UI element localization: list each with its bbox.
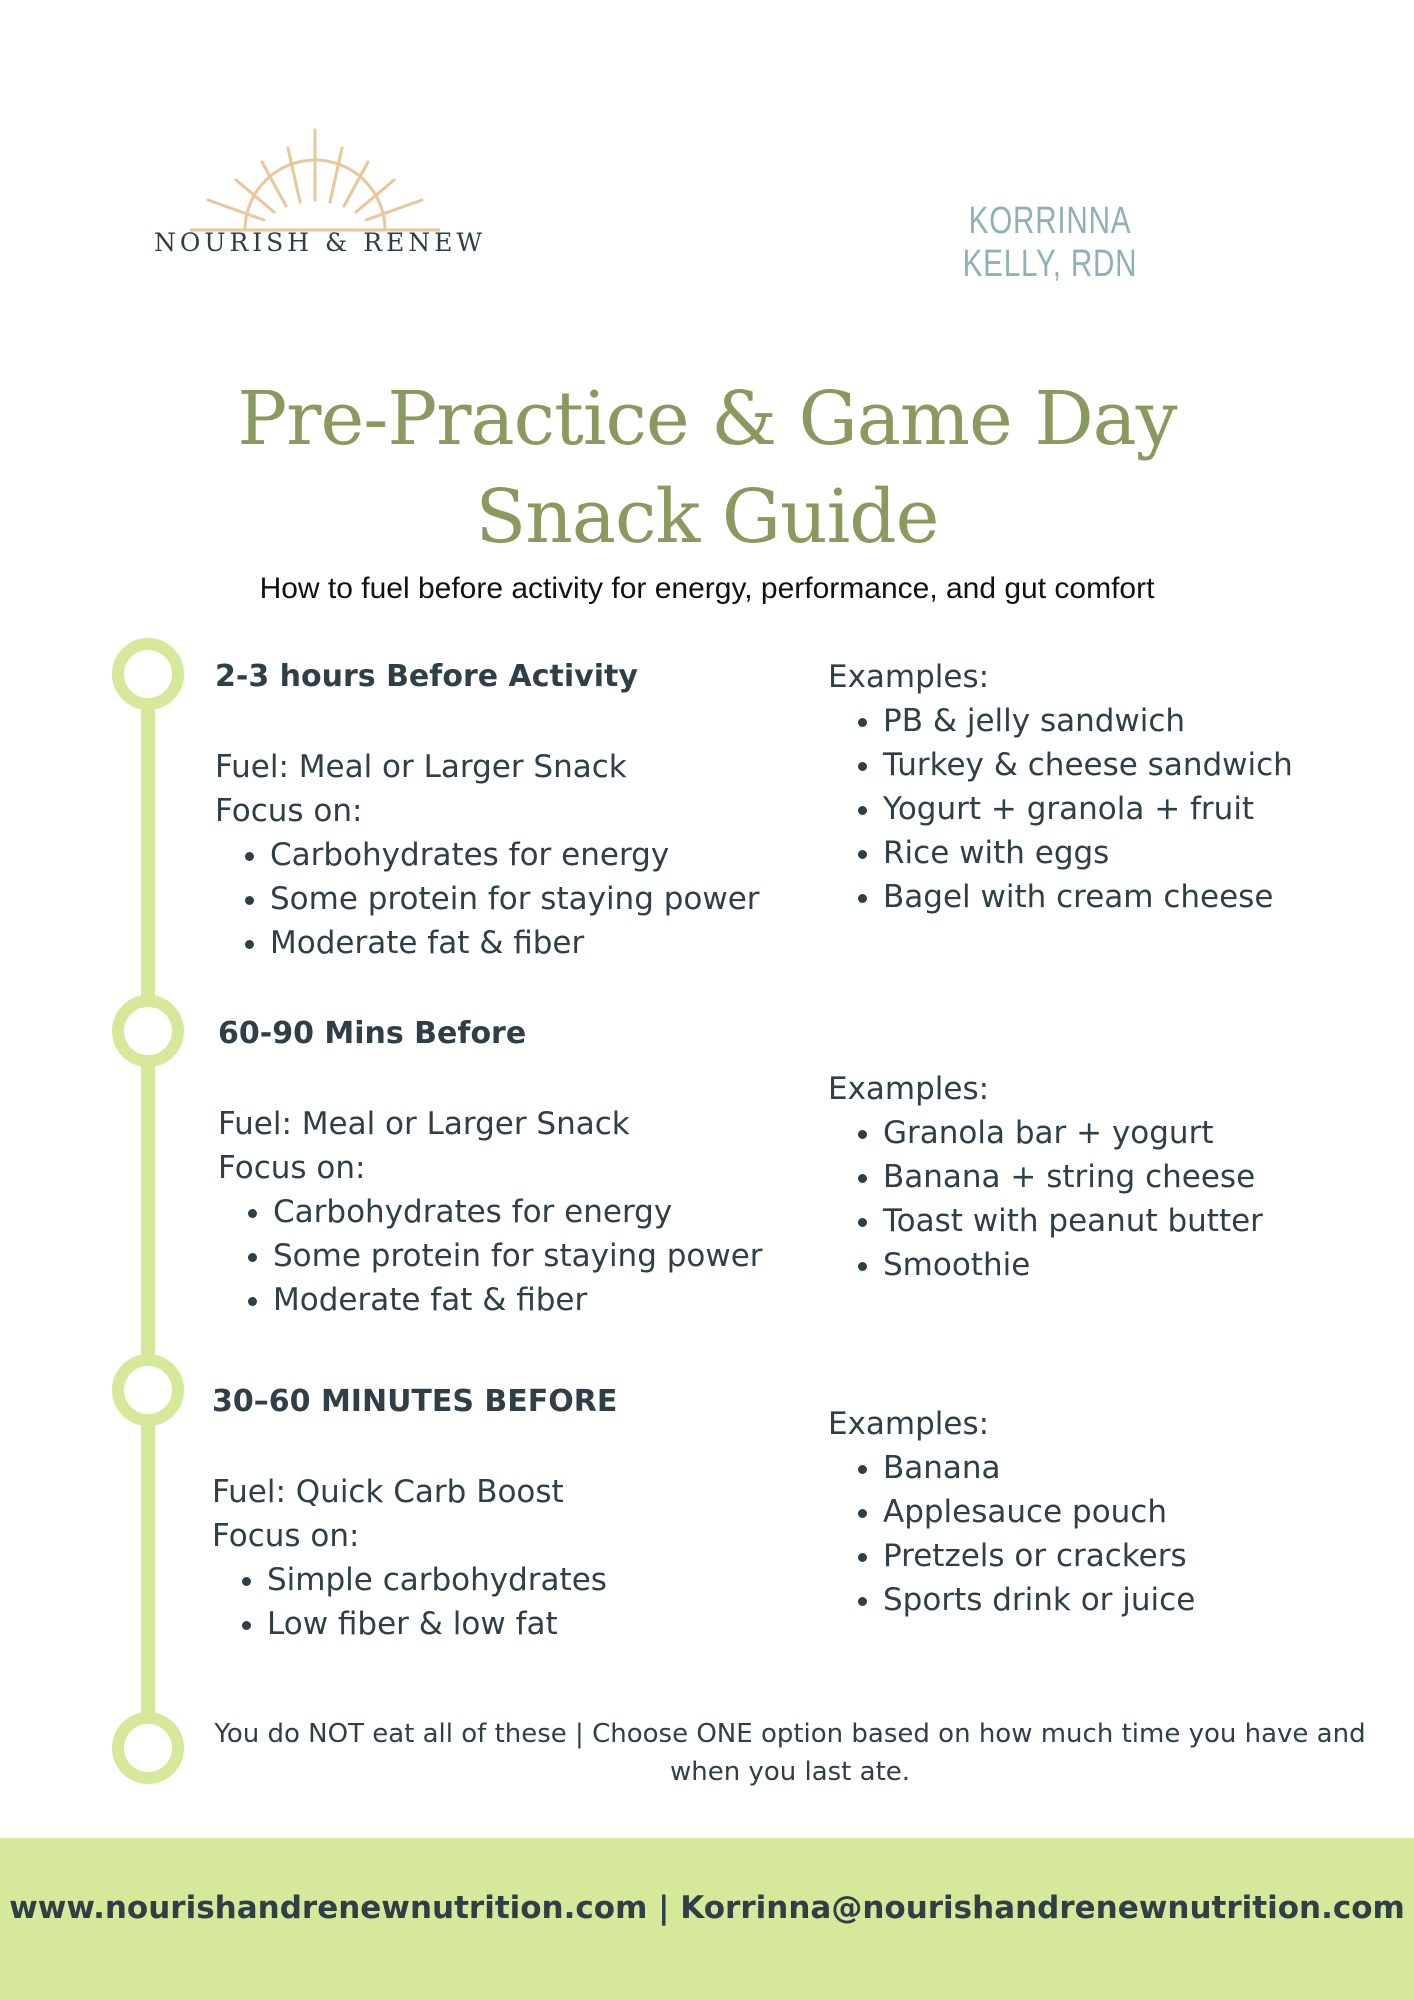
focus-list — [212, 1558, 607, 1646]
footer-contact: www.nourishandrenewnutrition.com | Korrinna@nourishandrenewnutrition.com — [9, 1890, 1405, 1926]
section-details — [218, 1102, 763, 1322]
brand-name: NOURISH & RENEW — [154, 228, 487, 257]
list-item: • Bagel with cream cheese — [883, 875, 1293, 919]
focus-label: Focus on: — [218, 1150, 366, 1186]
list-item: • Sports drink or juice — [883, 1578, 1195, 1622]
timeline-dot-icon — [112, 1712, 184, 1784]
note-text: You do NOT eat all of these | Choose ONE option based on how much time you have and when you last ate. — [214, 1719, 1366, 1787]
list-item: • Granola bar + yogurt — [883, 1111, 1263, 1155]
list-item: • Carbohydrates for energy — [270, 833, 760, 877]
list-item: • Turkey & cheese sandwich — [883, 743, 1293, 787]
timeline-dot-icon — [112, 1354, 184, 1426]
list-item: • Simple carbohydrates — [267, 1558, 607, 1602]
list-item: • Yogurt + granola + fruit — [883, 787, 1293, 831]
sunrise-icon — [190, 120, 440, 232]
examples-label: Examples: — [828, 1071, 990, 1107]
timeline-dot-icon — [112, 638, 184, 710]
list-item: • Smoothie — [883, 1243, 1263, 1287]
page-subtitle: How to fuel before activity for energy, performance, and gut comfort — [259, 572, 1155, 605]
section-heading: 60-90 Mins Before — [218, 1016, 527, 1051]
list-item: • Pretzels or crackers — [883, 1534, 1195, 1578]
section-details — [215, 745, 760, 965]
focus-label: Focus on: — [212, 1518, 360, 1554]
examples-block — [828, 1067, 1263, 1287]
list-item: • Some protein for staying power — [270, 877, 760, 921]
list-item: • Toast with peanut butter — [883, 1199, 1263, 1243]
list-item: • Applesauce pouch — [883, 1490, 1195, 1534]
timeline-dot-icon — [112, 995, 184, 1067]
list-item: • Moderate fat & fiber — [270, 921, 760, 965]
list-item: • Carbohydrates for energy — [273, 1190, 763, 1234]
examples-list — [828, 699, 1293, 919]
list-item: • PB & jelly sandwich — [883, 699, 1293, 743]
examples-block — [828, 655, 1293, 919]
brand-logo — [150, 120, 487, 270]
section-details — [212, 1470, 607, 1646]
fuel-text: Fuel: Meal or Larger Snack — [218, 1106, 630, 1142]
author-name: KORRINNA KELLY, RDN — [962, 200, 1138, 285]
list-item: • Low fiber & low fat — [267, 1602, 607, 1646]
section-heading: 2-3 hours Before Activity — [215, 659, 638, 694]
examples-list — [828, 1111, 1263, 1287]
examples-label: Examples: — [828, 1406, 990, 1442]
focus-list — [215, 833, 760, 965]
fuel-text: Fuel: Quick Carb Boost — [212, 1474, 564, 1510]
examples-label: Examples: — [828, 659, 990, 695]
focus-label: Focus on: — [215, 793, 363, 829]
fuel-text: Fuel: Meal or Larger Snack — [215, 749, 627, 785]
footer-bar — [0, 1838, 1414, 2000]
list-item: • Banana — [883, 1446, 1195, 1490]
list-item: • Rice with eggs — [883, 831, 1293, 875]
examples-list — [828, 1446, 1195, 1622]
list-item: • Some protein for staying power — [273, 1234, 763, 1278]
examples-block — [828, 1402, 1195, 1622]
page-title: Pre-Practice & Game Day Snack Guide — [237, 376, 1177, 560]
focus-list — [218, 1190, 763, 1322]
timeline-line — [141, 670, 155, 1750]
section-heading: 30–60 MINUTES BEFORE — [212, 1384, 618, 1419]
list-item: • Moderate fat & fiber — [273, 1278, 763, 1322]
list-item: • Banana + string cheese — [883, 1155, 1263, 1199]
